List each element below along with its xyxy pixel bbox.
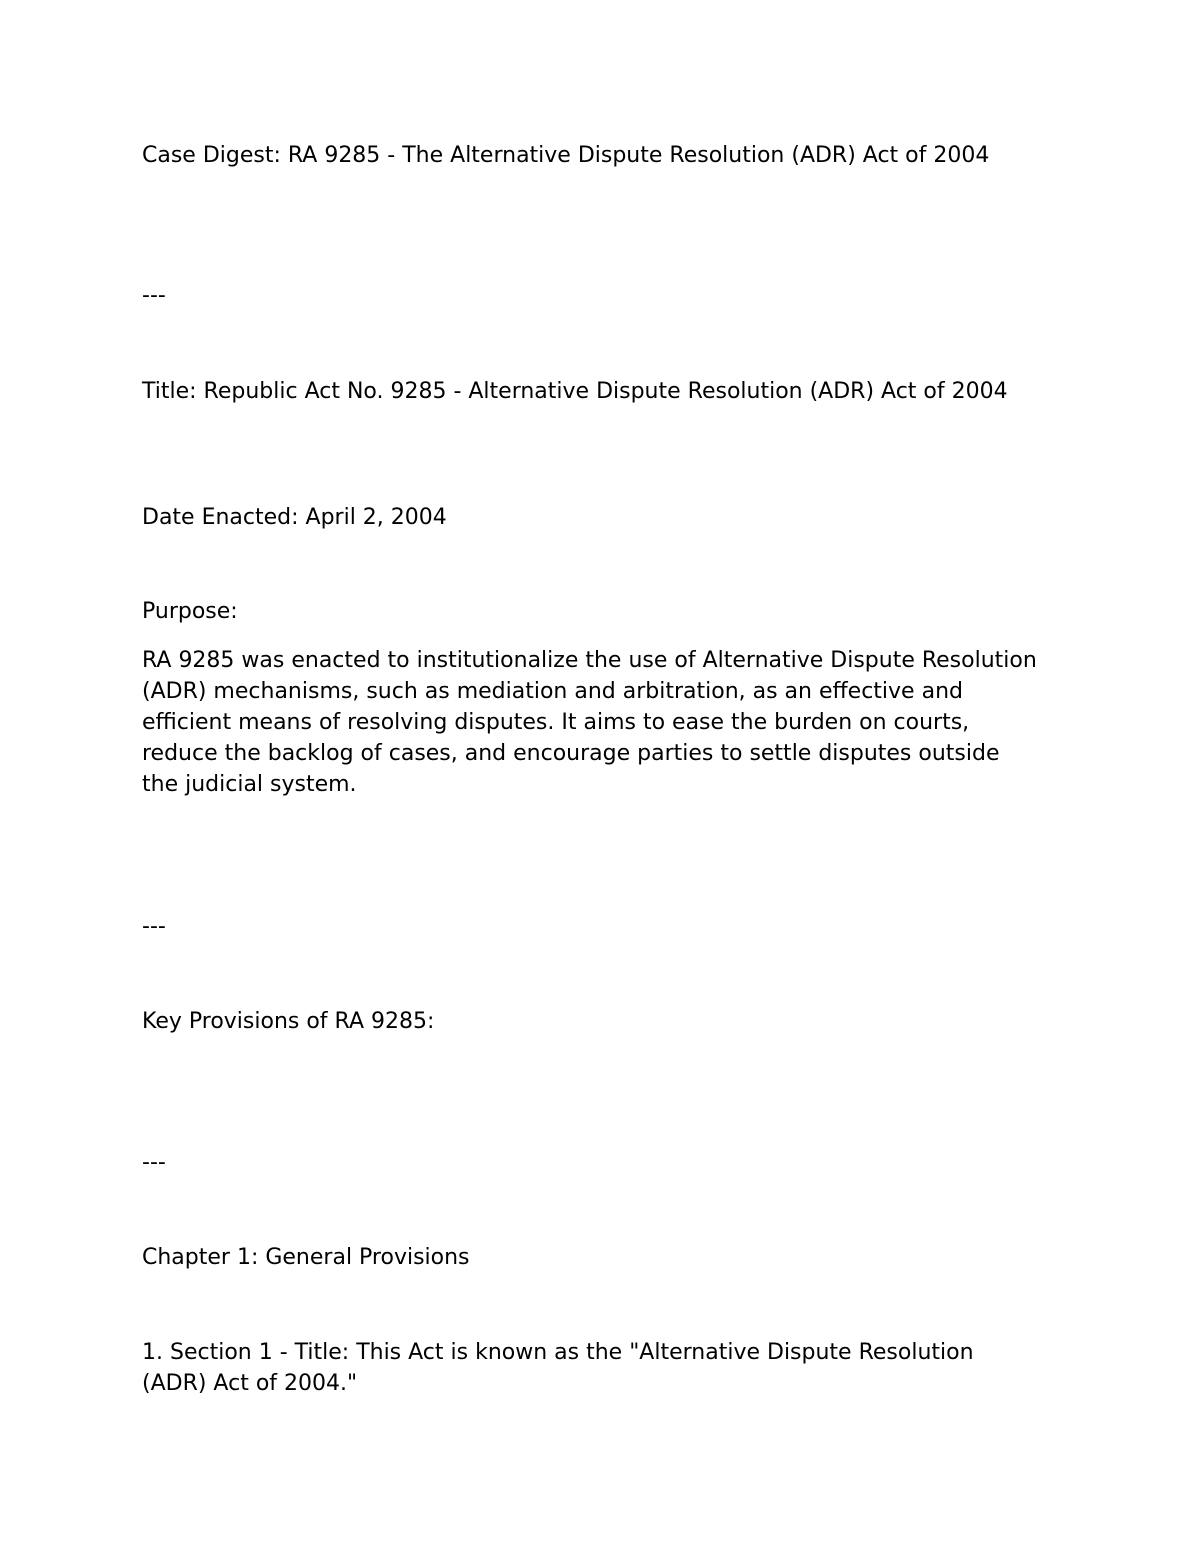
purpose-text: RA 9285 was enacted to institutionalize the use of Alternative Dispute Resolution (ADR) mechanisms, such as mediation and arbitration, as an effective and efficient means of resolving disputes. It aims to ease the burden on courts, reduce the backlog of cases, and encourage parties to settle disputes outside the judicial system. [142,648,1044,797]
purpose-label: Purpose: [142,599,238,624]
date-enacted: Date Enacted: April 2, 2004 [142,505,447,530]
key-provisions-heading: Key Provisions of RA 9285: [142,1009,435,1034]
separator: --- [142,1150,166,1175]
document-title: Title: Republic Act No. 9285 - Alternative Dispute Resolution (ADR) Act of 2004 [142,379,1008,404]
separator: --- [142,914,166,939]
separator: --- [142,283,166,308]
document-heading: Case Digest: RA 9285 - The Alternative Dispute Resolution (ADR) Act of 2004 [142,143,990,168]
section-item: 1. Section 1 - Title: This Act is known as the "Alternative Dispute Resolution (ADR) Act of 2004." [142,1340,981,1396]
chapter-heading: Chapter 1: General Provisions [142,1245,470,1270]
